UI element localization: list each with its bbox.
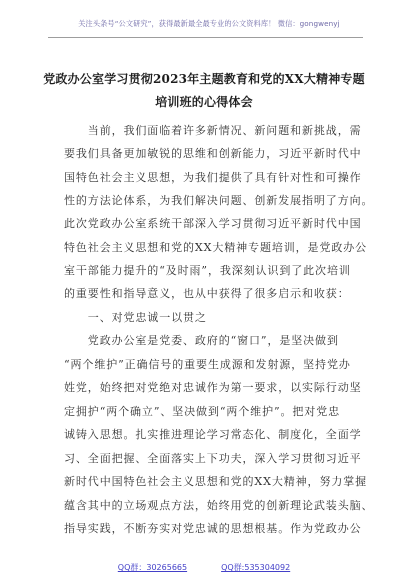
body-line: 诚铸入思想。扎实推进理论学习常态化、制度化，全面学 <box>64 428 362 441</box>
body-line: 习、全面把握、全面落实上下功夫，深入学习贯彻习近平 <box>64 452 362 465</box>
body-line: 特色社会主义思想和党的XX大精神专题培训，是党政办公 <box>64 241 368 254</box>
body-line: 要我们具备更加敏锐的思维和创新能力，习近平新时代中 <box>64 147 362 160</box>
header-divider <box>48 37 363 38</box>
body-line: 国特色社会主义思想，为我们提供了具有针对性和可操作 <box>64 171 362 184</box>
section-heading: 一、对党忠诚一以贯之 <box>64 311 207 324</box>
body-line: 此次党政办公室系统干部深入学习贯彻习近平新时代中国 <box>64 217 362 230</box>
body-line: 的重要性和指导意义，也从中获得了很多启示和收获： <box>64 287 350 300</box>
body-line: 党政办公室是党委、政府的“窗口”，是坚决做到 <box>64 334 339 347</box>
body-line: 性的方法论体系，为我们解决问题、创新发展指明了方向。 <box>64 194 374 207</box>
body-line: 姓党，始终把对党绝对忠诚作为第一要求，以实际行动坚 <box>64 381 362 394</box>
footer-contacts <box>0 562 408 573</box>
qq-group-link-2[interactable]: QQ群:535304092 <box>221 563 291 572</box>
body-line: 新时代中国特色社会主义思想和党的XX大精神，努力掌握 <box>64 475 368 488</box>
body-line: 当前，我们面临着许多新情况、新问题和新挑战，需 <box>64 124 362 137</box>
promo-banner: 关注头条号“公文研究”，获得最新最全最专业的公文资料库！ 微信：gongwenyj <box>78 19 340 28</box>
body-line: 定拥护“两个确立”、坚决做到“两个维护”。把对党忠 <box>64 405 340 418</box>
body-line: 蕴含其中的立场观点方法，始终用党的创新理论武装头脑、 <box>64 499 374 512</box>
qq-group-link-1[interactable]: QQ群：30265665 <box>117 563 188 572</box>
document-title-line-2: 培训班的心得体会 <box>155 95 253 109</box>
body-line: 指导实践，不断夯实对党忠诚的思想根基。作为党政办公 <box>64 522 362 535</box>
body-line: “两个维护”正确信号的重要生成源和发射源，坚持党办 <box>64 358 351 371</box>
document-title-line-1: 党政办公室学习贯彻2023年主题教育和党的XX大精神专题 <box>43 72 365 86</box>
body-line: 室干部能力提升的“及时雨”，我深刻认识到了此次培训 <box>64 264 351 277</box>
